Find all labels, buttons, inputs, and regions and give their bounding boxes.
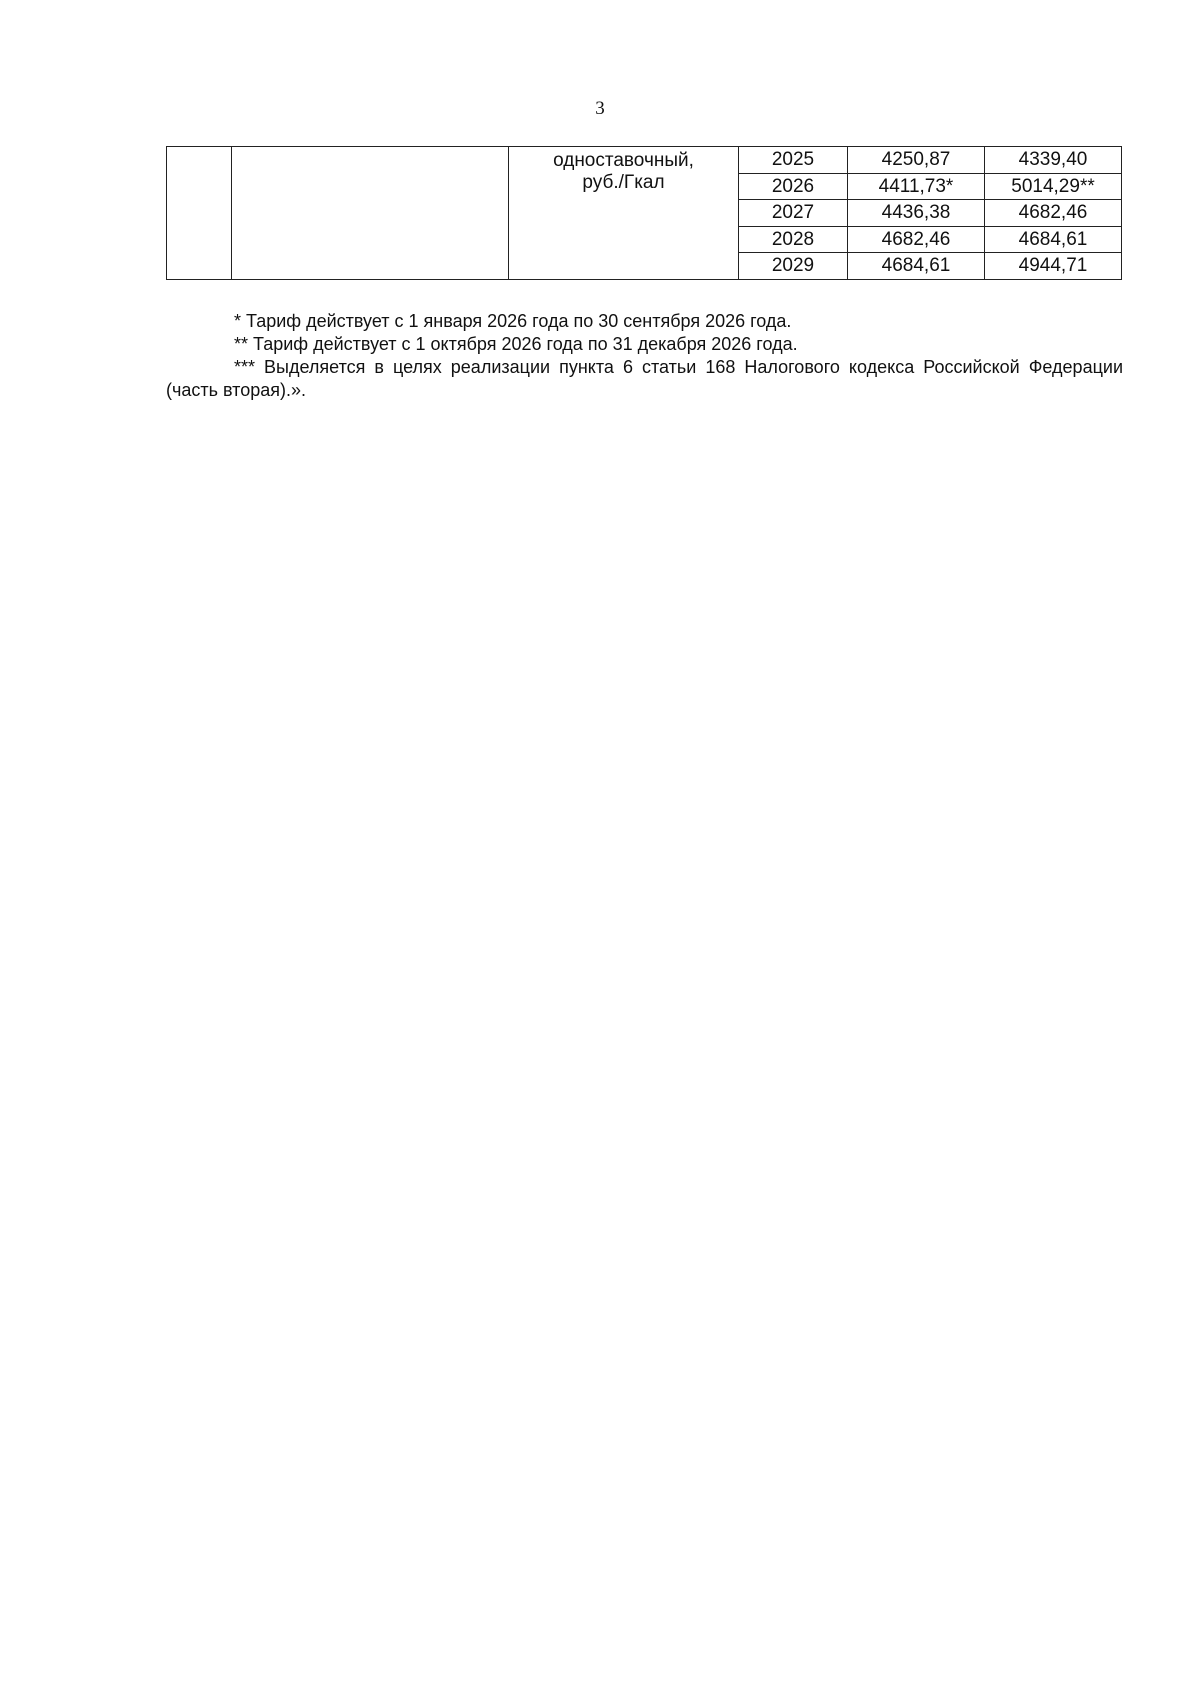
value-cell-2: 4339,40 (985, 147, 1122, 174)
footnote-2: ** Тариф действует с 1 октября 2026 года по 31 декабря 2026 года. (234, 334, 798, 354)
value-cell-1: 4411,73* (848, 173, 985, 200)
tariff-table (166, 146, 1122, 280)
page-number: 3 (595, 98, 605, 119)
year-cell: 2025 (739, 147, 848, 174)
table-cell-empty (232, 147, 509, 280)
year-cell: 2029 (739, 253, 848, 280)
value-cell-1: 4684,61 (848, 253, 985, 280)
table-row (167, 147, 1122, 174)
value-cell-1: 4250,87 (848, 147, 985, 174)
year-cell: 2028 (739, 226, 848, 253)
tariff-type-line: одноставочный, (553, 150, 694, 171)
value-cell-2: 4684,61 (985, 226, 1122, 253)
tariff-type-unit: руб./Гкал (582, 172, 665, 193)
value-cell-2: 4682,46 (985, 200, 1122, 227)
value-cell-1: 4436,38 (848, 200, 985, 227)
year-cell: 2026 (739, 173, 848, 200)
footnotes (166, 310, 1123, 402)
year-cell: 2027 (739, 200, 848, 227)
table-cell-empty (167, 147, 232, 280)
value-cell-2: 4944,71 (985, 253, 1122, 280)
footnote-3: *** Выделяется в целях реализации пункта 6 статьи 168 Налогового кодекса Российской Федерации (часть вторая).». (166, 357, 1123, 400)
value-cell-2: 5014,29** (985, 173, 1122, 200)
footnote-1: * Тариф действует с 1 января 2026 года по 30 сентября 2026 года. (234, 311, 792, 331)
value-cell-1: 4682,46 (848, 226, 985, 253)
tariff-type-cell (509, 147, 739, 280)
